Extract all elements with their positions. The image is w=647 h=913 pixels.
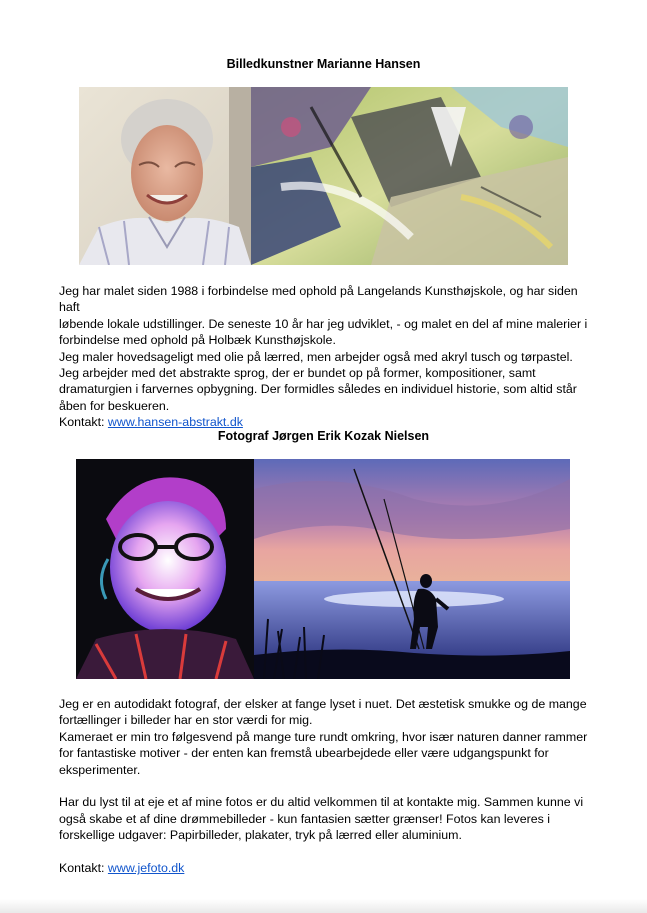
page-bottom-edge: [0, 899, 647, 913]
artist-text-line: løbende lokale udstillinger. De seneste 10 år har jeg udviklet, - og malet en del af mine malerier i: [59, 316, 588, 331]
photographer-text-line: forskellige udgaver: Papirbilleder, plakater, tryk på lærred eller aluminium.: [59, 828, 462, 843]
artist-portrait-photo: [79, 87, 251, 265]
artist-text-line: forbindelse med ophold på Holbæk Kunsthøjskole.: [59, 333, 336, 348]
photographer-portrait-photo: [76, 459, 254, 679]
photographer-text-line: for fantastiske motiver - der enten kan fremstå ubearbejdede eller være udgangspunkt for: [59, 746, 549, 761]
photographer-contact: [59, 860, 589, 876]
abstract-painting-image: [251, 87, 568, 265]
artist-text-line: Jeg maler hovedsageligt med olie på lærred, men arbejder også med akryl tusch og tørpastel.: [59, 349, 573, 364]
artist-text-line: dramaturgien i farvernes opbygning. Der formidles således en individuel historie, som altid står: [59, 382, 577, 397]
artist-description: [59, 283, 589, 431]
photographer-heading: Fotograf Jørgen Erik Kozak Nielsen: [217, 429, 430, 443]
photographer-contact-label: Kontakt:: [59, 861, 105, 876]
photographer-text-line: Har du lyst til at eje et af mine fotos er du altid velkommen til at kontakte mig. Sammen kunne vi: [59, 795, 584, 810]
artist-contact-label: Kontakt:: [59, 415, 105, 430]
photographer-text-line: også skabe et af dine drømmebilleder - kun fantasien sætter grænser! Fotos kan leveres i: [59, 811, 551, 826]
artist-text-line: Jeg har malet siden 1988 i forbindelse med ophold på Langelands Kunsthøjskole, og har siden haft: [59, 284, 578, 315]
artist-text-line: åben for beskueren.: [59, 398, 170, 413]
blank-line: [59, 778, 589, 794]
blank-line: [59, 844, 589, 860]
photographer-text-line: Kameraet er min tro følgesvend på mange ture rundt omkring, hvor især naturen danner rammer: [59, 729, 588, 744]
photographer-description: [59, 696, 589, 876]
fishing-sunset-photo: [254, 459, 570, 679]
artist-heading: Billedkunstner Marianne Hansen: [226, 57, 421, 71]
artist-website-link[interactable]: www.hansen-abstrakt.dk: [107, 415, 243, 430]
photographer-website-link[interactable]: www.jefoto.dk: [107, 861, 185, 876]
photographer-text-line: fortællinger i billeder har en stor værdi for mig.: [59, 713, 313, 728]
photographer-text-line: Jeg er en autodidakt fotograf, der elsker at fange lyset i nuet. Det æstetisk smukke og de mange: [59, 697, 587, 711]
photographer-text-line: eksperimenter.: [59, 762, 141, 777]
artist-text-line: Jeg arbejder med det abstrakte sprog, der er bundet op på former, kompositioner, samt: [59, 366, 536, 381]
